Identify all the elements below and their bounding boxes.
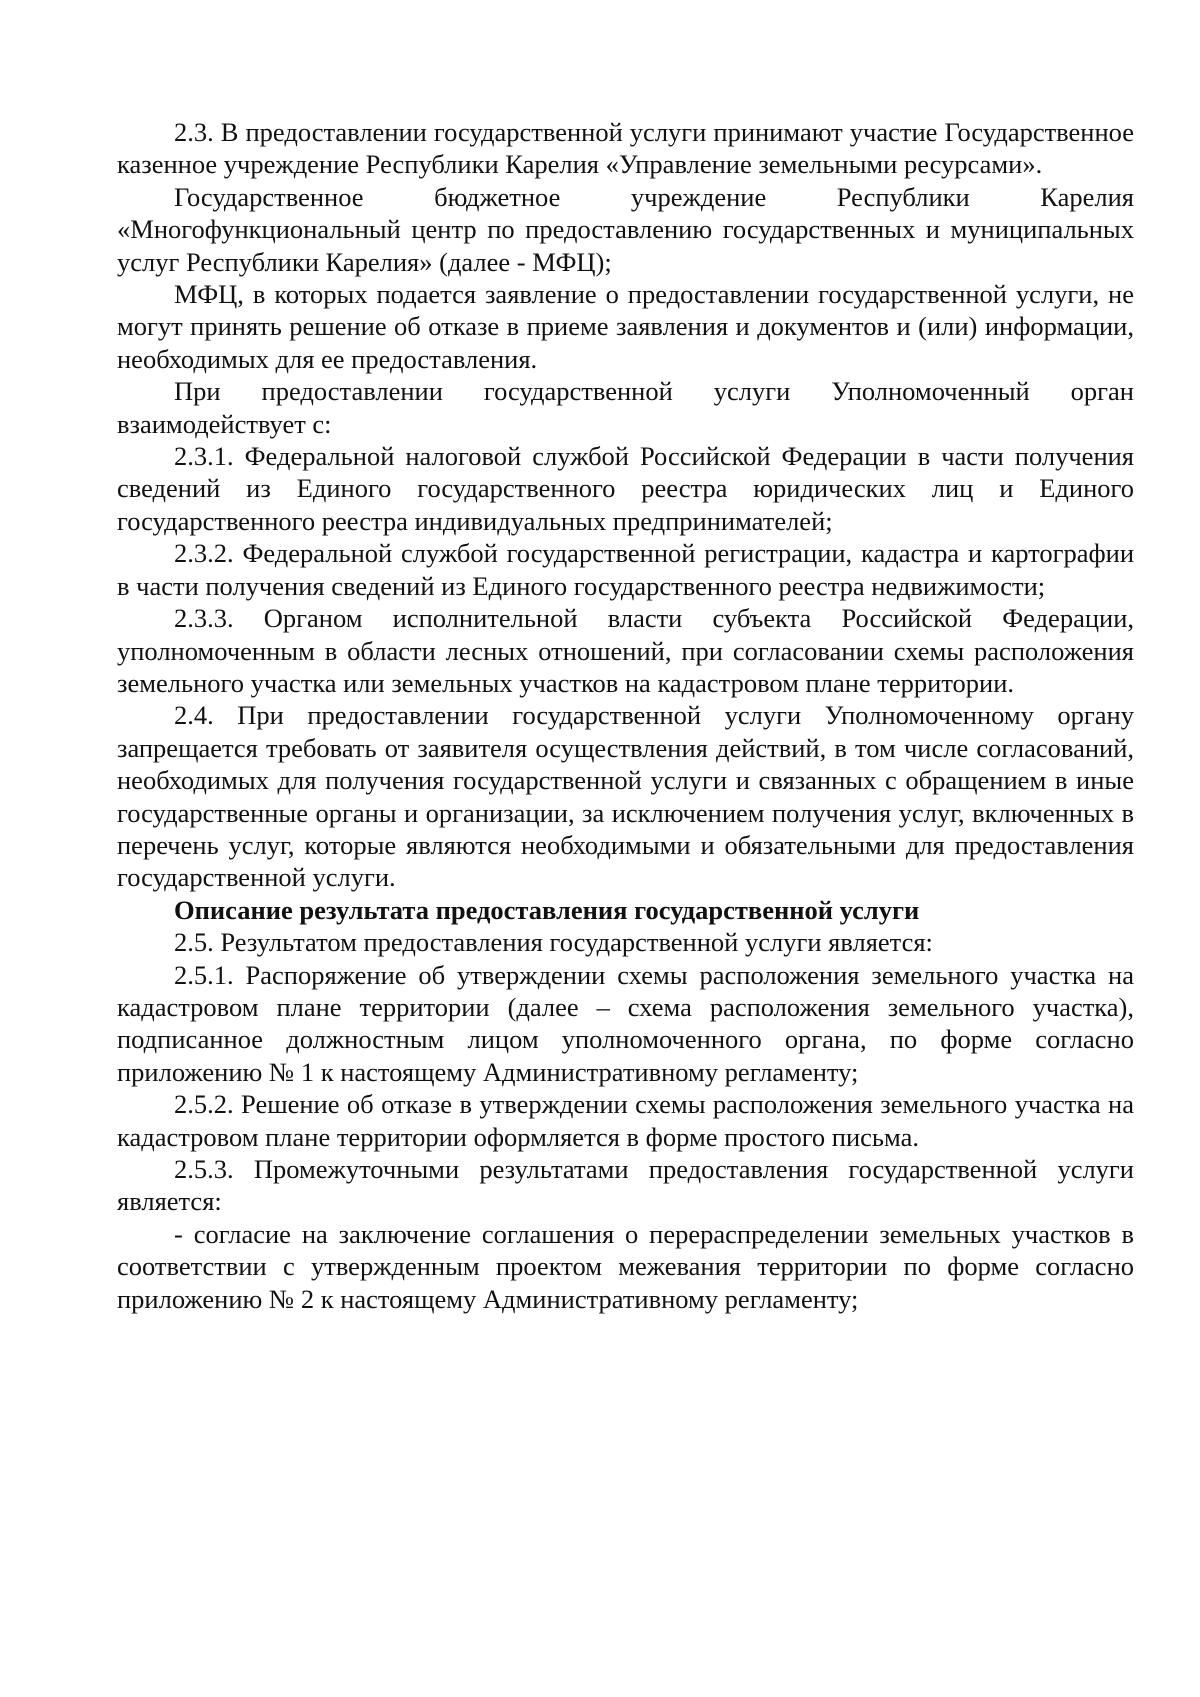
paragraph-2-3: 2.3. В предоставлении государственной услуги принимают участие Государственное казенное учреждение Республики Карелия «Управление земельными ресурсами».: [117, 117, 1134, 180]
document-body: [117, 116, 1134, 1315]
paragraph-gbu-mfc: Государственное бюджетное учреждение Республики Карелия «Многофункциональный центр по предоставлению государственных и муниципальных услуг Республики Карелия» (далее - МФЦ);: [117, 181, 1134, 277]
paragraph-2-4: 2.4. При предоставлении государственной услуги Уполномоченному органу запрещается требовать от заявителя осуществления действий, в том числе согласований, необходимых для получения государственной услуги и связанных с обращением в иные государственные органы и организации, за исключением получения услуг, включенных в перечень услуг, которые являются необходимыми и обязательными для предоставления государственной услуги.: [117, 700, 1134, 893]
paragraph-2-3-2: 2.3.2. Федеральной службой государственной регистрации, кадастра и картографии в части получения сведений из Единого государственного реестра недвижимости;: [117, 538, 1134, 601]
section-heading: Описание результата предоставления государственной услуги: [174, 894, 920, 925]
paragraph-2-3-3: 2.3.3. Органом исполнительной власти субъекта Российской Федерации, уполномоченным в области лесных отношений, при согласовании схемы расположения земельного участка или земельных участков на кадастровом плане территории.: [117, 603, 1134, 698]
paragraph-2-5-2: 2.5.2. Решение об отказе в утверждении схемы расположения земельного участка на кадастровом плане территории оформляется в форме простого письма.: [117, 1089, 1134, 1152]
paragraph-2-3-1: 2.3.1. Федеральной налоговой службой Российской Федерации в части получения сведений из Единого государственного реестра юридических лиц и Единого государственного реестра индивидуальных предпринимателей;: [117, 441, 1134, 536]
paragraph-2-5-3: 2.5.3. Промежуточными результатами предоставления государственной услуги является:: [117, 1154, 1134, 1217]
paragraph-interaction: При предоставлении государственной услуги Уполномоченный орган взаимодействует с:: [117, 376, 1134, 439]
paragraph-consent: - согласие на заключение соглашения о перераспределении земельных участков в соответствии с утвержденным проектом межевания территории по форме согласно приложению № 2 к настоящему Административному регламенту;: [117, 1218, 1134, 1314]
paragraph-mfc-restriction: МФЦ, в которых подается заявление о предоставлении государственной услуги, не могут принять решение об отказе в приеме заявления и документов и (или) информации, необходимых для ее предоставления.: [117, 279, 1134, 374]
paragraph-2-5-1: 2.5.1. Распоряжение об утверждении схемы расположения земельного участка на кадастровом плане территории (далее – схема расположения земельного участка), подписанное должностным лицом уполномоченного органа, по форме согласно приложению № 1 к настоящему Административному регламенту;: [117, 959, 1134, 1087]
paragraph-2-5: 2.5. Результатом предоставления государственной услуги является:: [174, 927, 933, 958]
